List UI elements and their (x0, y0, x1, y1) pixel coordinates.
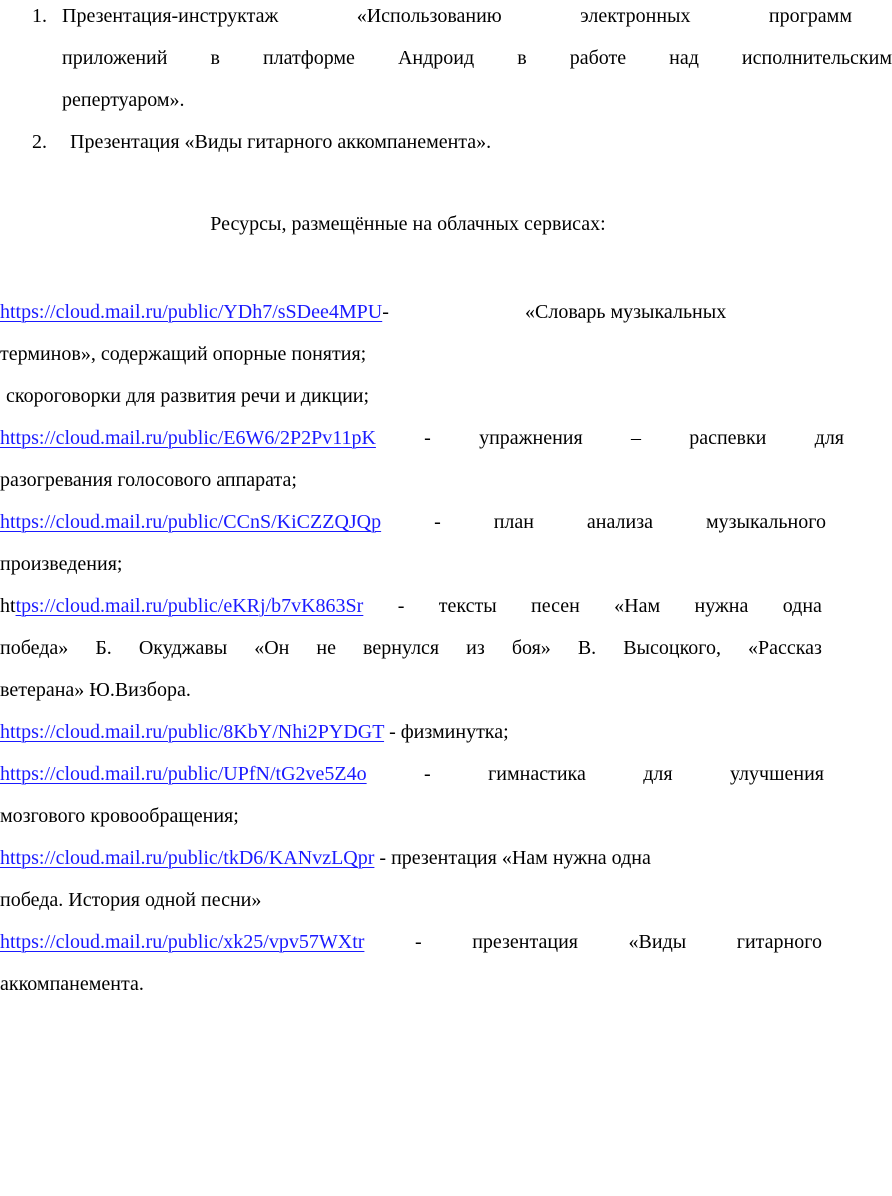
word: песен (531, 595, 580, 617)
resource-3-line-1 (0, 424, 844, 452)
word: программ (768, 5, 852, 27)
word: - (434, 511, 441, 533)
word: - (414, 931, 422, 953)
resource-link[interactable]: https://cloud.mail.ru/public/CCnS/KiCZZQJQp (0, 511, 382, 533)
resource-link[interactable]: https://cloud.mail.ru/public/YDh7/sSDee4MPU (0, 301, 383, 323)
word: распевки (689, 427, 767, 449)
resource-1-line-1 (0, 298, 389, 326)
resource-9-line-2: аккомпанемента. (0, 973, 144, 995)
resource-desc: - физминутка; (389, 721, 509, 743)
word: улучшения (729, 763, 824, 785)
word: план (493, 511, 534, 533)
word: «Рассказ (748, 637, 822, 659)
resource-3-line-2: разогревания голосового аппарата; (0, 469, 297, 491)
word: - (397, 595, 405, 617)
word: вернулся (363, 637, 440, 659)
resource-2-text: скороговорки для развития речи и дикции; (6, 385, 370, 407)
word: «Виды (628, 931, 687, 953)
resource-link[interactable]: tps://cloud.mail.ru/public/eKRj/b7vK863Sr (15, 595, 364, 617)
word: платформе (262, 47, 355, 69)
resources-heading: Ресурсы, размещённые на облачных сервисах: (210, 213, 606, 235)
list-item-1-line-3: репертуаром». (62, 89, 185, 111)
word: Б. (95, 637, 112, 659)
list-item-1-line-1 (62, 2, 852, 30)
word: нужна (694, 595, 749, 617)
word: гимнастика (488, 763, 586, 785)
word: Презентация-инструктаж (62, 5, 279, 27)
word: одна (782, 595, 822, 617)
word: «Он (254, 637, 290, 659)
word: В. (577, 637, 597, 659)
list-number: 1. (32, 5, 47, 27)
word: гитарного (736, 931, 822, 953)
resource-8-line-2: победа. История одной песни» (0, 889, 262, 911)
word: в (517, 47, 527, 69)
resource-link[interactable]: https://cloud.mail.ru/public/xk25/vpv57WXtr (0, 931, 365, 953)
word: победа» (0, 637, 69, 659)
link-prefix-text: ht (0, 595, 16, 617)
resource-5-line-2 (0, 634, 822, 662)
resource-link[interactable]: https://cloud.mail.ru/public/UPfN/tG2ve5Z4o (0, 763, 367, 785)
word: – (630, 427, 641, 449)
word: анализа (586, 511, 654, 533)
resource-4-line-2: произведения; (0, 553, 123, 575)
word: для (643, 763, 673, 785)
word: из (466, 637, 485, 659)
resource-1-desc: «Словарь музыкальных (525, 301, 727, 323)
word: презентация (472, 931, 578, 953)
word: Высоцкого, (623, 637, 721, 659)
resource-8-line-1 (0, 844, 651, 872)
word: упражнения (479, 427, 583, 449)
resource-5-line-3: ветерана» Ю.Визбора. (0, 679, 191, 701)
resource-desc: - презентация «Нам нужна одна (379, 847, 651, 869)
word: исполнительским (741, 47, 892, 69)
word: боя» (511, 637, 551, 659)
word: электронных (580, 5, 691, 27)
word: над (669, 47, 699, 69)
word: Окуджавы (138, 637, 228, 659)
resource-link[interactable]: https://cloud.mail.ru/public/8KbY/Nhi2PYDGT (0, 721, 385, 743)
word: Андроид (397, 47, 475, 69)
word: работе (569, 47, 627, 69)
list-item-2: Презентация «Виды гитарного аккомпанемента». (70, 131, 492, 153)
word: для (814, 427, 844, 449)
resource-link[interactable]: https://cloud.mail.ru/public/E6W6/2P2Pv11pK (0, 427, 376, 449)
word: - (424, 763, 431, 785)
resource-5-line-1 (0, 592, 822, 620)
list-number: 2. (32, 131, 47, 153)
separator: - (382, 301, 389, 323)
word: тексты (438, 595, 497, 617)
resource-4-line-1 (0, 508, 826, 536)
word: в (210, 47, 220, 69)
resource-link[interactable]: https://cloud.mail.ru/public/tkD6/KANvzLQpr (0, 847, 375, 869)
resource-7-line-1 (0, 760, 824, 788)
word: приложений (62, 47, 168, 69)
resource-7-line-2: мозгового кровообращения; (0, 805, 239, 827)
word: «Нам (614, 595, 661, 617)
word: не (316, 637, 337, 659)
word: - (424, 427, 431, 449)
word: музыкального (705, 511, 826, 533)
link-prefix (0, 592, 363, 620)
word: «Использованию (356, 5, 502, 27)
resource-9-line-1 (0, 928, 822, 956)
list-item-1-line-2 (62, 44, 892, 72)
resource-6-line-1 (0, 718, 509, 746)
resource-1-line-2: терминов», содержащий опорные понятия; (0, 343, 367, 365)
